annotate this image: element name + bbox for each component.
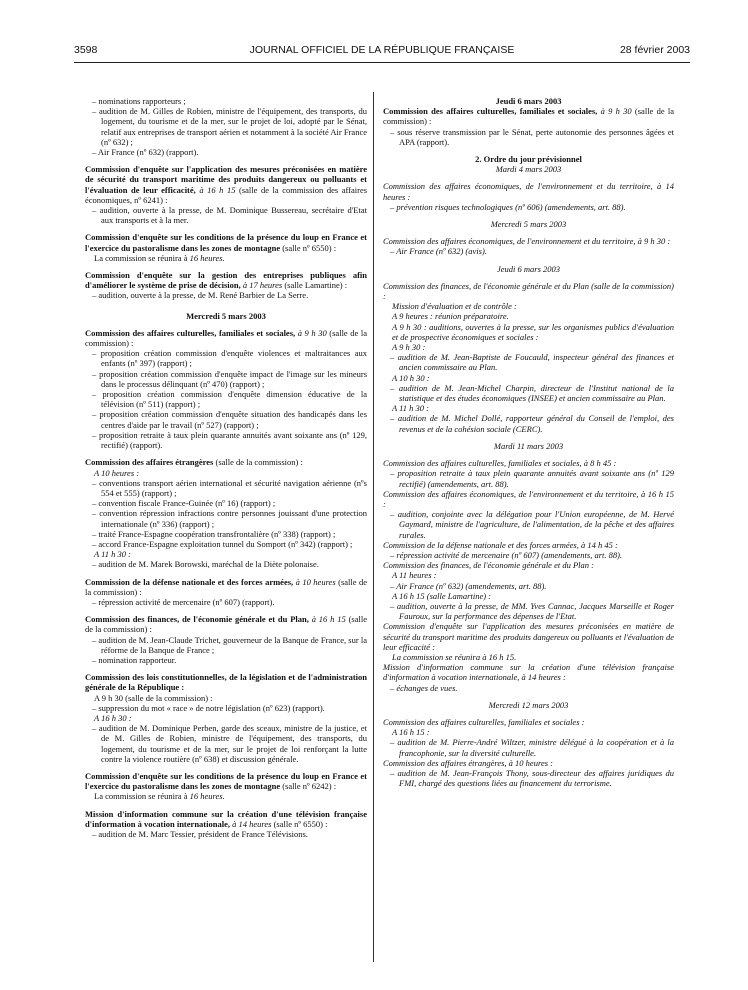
list-item: – audition de M. Jean-François Thony, sous-directeur des affaires juridiques du FMI, chargé des questions liées au financement du terrorisme. [390, 767, 674, 789]
list-item: – sous réserve transmission par le Sénat, perte autonomie des personnes âgées et APA (rapport). [390, 126, 674, 147]
agenda-entry: Mission d'information commune sur la création d'une télévision française d'information à vocation internationale, à 14 heures (salle nº 6550) : [85, 808, 367, 829]
list-item: – proposition retraite à taux plein quarante annuités avant soixante ans (nº 129 rectifié) (amendements, art. 88). [390, 468, 674, 489]
agenda-entry: Commission des affaires culturelles, familiales et sociales, à 9 h 30 (salle de la commission) : [85, 327, 368, 349]
list-item: – traité France-Espagne coopération transfrontalière (nº 338) (rapport) ; [92, 528, 336, 539]
day-heading: Mercredi 5 mars 2003 [490, 219, 567, 230]
list-item: – nomination rapporteur. [92, 654, 177, 665]
page-header [74, 44, 690, 60]
agenda-entry: Commission des affaires économiques, de l'environnement et du territoire, à 16 h 15 : [383, 488, 674, 509]
agenda-entry: Commission des affaires économiques, de l'environnement et du territoire, à 9 h 30 : [383, 236, 671, 247]
list-item: – audition, ouverte à la presse, de M. René Barbier de La Serre. [92, 290, 309, 301]
list-item: – répression activité de mercenaire (nº 607) (amendements, art. 88). [390, 549, 623, 560]
list-item: – audition de M. Dominique Perben, garde des sceaux, ministre de la justice, et de M. Gilles de Robien, ministre de l'équipement, des transports, du logement, du tourisme et de la mer, sur le projet de loi renforçant la lutte contre la violence routière (nº 638) et discussion générale. [92, 723, 367, 764]
time-slot: A 9 h 30 : [392, 342, 426, 353]
time-slot: A 16 h 15 : [392, 727, 430, 738]
day-heading: Jeudi 6 mars 2003 [496, 263, 561, 274]
issue-date: 28 février 2003 [619, 44, 690, 56]
list-item: – audition de M. Marek Borowski, maréchal de la Diète polonaise. [92, 559, 319, 570]
time-slot: A 16 h 30 : [94, 712, 132, 723]
list-item: – audition, ouverte à la presse, de MM. Yves Cannac, Jacques Marseille et Roger Fauroux, sur la performance des dépenses de l'Etat. [390, 600, 674, 622]
list-item: – proposition création commission d'enquête violences et maltraitances aux enfants (nº 397) (rapport) ; [92, 348, 367, 369]
section-heading: 2. Ordre du jour prévisionnel [475, 154, 582, 165]
agenda-entry: Commission des lois constitutionnelles, de la législation et de l'administration générale de la République : [85, 672, 367, 693]
agenda-entry: Commission des affaires étrangères (salle de la commission) : [85, 457, 303, 468]
list-item: – audition de M. Michel Dollé, rapporteur général du Conseil de l'emploi, des revenus et de la cohésion sociale (CERC). [390, 413, 674, 434]
list-item: – Air France (nº 632) (rapport). [92, 147, 199, 158]
agenda-entry: Mission d'évaluation et de contrôle : [392, 301, 517, 312]
list-item: – nominations rapporteurs ; [92, 96, 186, 106]
time-slot: A 11 h 30 : [392, 403, 429, 414]
list-item: – proposition création commission d'enquête impact de l'image sur les mineurs dans le processus délinquant (nº 470) (rapport) ; [92, 368, 367, 389]
time-slot: A 10 h 30 : [392, 372, 430, 383]
agenda-note: La commission se réunira à 16 heures. [94, 791, 225, 802]
agenda-entry: Commission d'enquête sur l'application des mesures préconisées en matière de sécurité du transport maritime des produits dangereux ou polluants et l'évaluation de leur efficacité : [383, 621, 674, 652]
agenda-entry: Commission des finances, de l'économie générale et du Plan (salle de la commission) : [383, 280, 675, 302]
list-item: – audition de M. Jean-Claude Trichet, gouverneur de la Banque de France, sur la réforme de la Banque de France ; [92, 634, 367, 655]
agenda-entry: Commission d'enquête sur l'application des mesures préconisées en matière de sécurité du transport maritime des produits dangereux ou polluants et l'évaluation de leur efficacité, à 16 h 15 (salle de la commission des affaires économiques, nº 6241) : [85, 164, 368, 205]
list-item: – Air France (nº 632) (amendements, art. 88). [390, 580, 547, 591]
time-slot: A 10 heures : [94, 467, 140, 478]
agenda-note: La commission se réunira à 16 heures. [94, 252, 225, 263]
list-item: – audition de M. Gilles de Robien, ministre de l'équipement, des transports, du logement, du tourisme et de la mer, sur le projet de loi, adopté par le Sénat, relatif aux entreprises de transport aérien et notamment à la société Air France (nº 632) ; [92, 106, 367, 147]
list-item: – proposition création commission d'enquête dimension éducative de la télévision (nº 511) (rapport) ; [92, 389, 367, 410]
agenda-entry: Commission des affaires culturelles, familiales et sociales, à 8 h 45 : [383, 458, 617, 469]
list-item: – prévention risques technologiques (nº 606) (amendements, art. 88). [390, 201, 626, 212]
list-item: – conventions transport aérien international et sécurité navigation aérienne (nºs 554 et 555) (rapport) ; [92, 477, 367, 498]
agenda-entry: Commission d'enquête sur la gestion des entreprises publiques afin d'améliorer le système de prise de décision, à 17 heures (salle Lamartine) : [85, 270, 367, 291]
list-item: – convention répression infractions contre personnes jouissant d'une protection internationale (nº 336) (rapport) ; [92, 508, 367, 529]
list-item: – proposition retraite à taux plein quarante annuités avant soixante ans (nº 129, rectifié) (rapport). [92, 429, 367, 451]
journal-title: JOURNAL OFFICIEL DE LA RÉPUBLIQUE FRANÇAISE [249, 44, 515, 56]
list-item: – suppression du mot « race » de notre législation (nº 623) (rapport). [92, 702, 325, 713]
day-heading: Jeudi 6 mars 2003 [495, 96, 562, 106]
list-item: – convention fiscale France-Guinée (nº 16) (rapport) ; [92, 498, 276, 509]
header-rule [74, 62, 690, 63]
list-item: – répression activité de mercenaire (nº 607) (rapport). [92, 596, 275, 607]
list-item: – proposition création commission d'enquête situation des handicapés dans les centres d'aide par le travail (nº 527) (rapport) ; [92, 409, 367, 430]
time-slot: A 16 h 15 (salle Lamartine) : [392, 590, 492, 601]
list-item: – audition de M. Jean-Baptiste de Foucauld, inspecteur général des finances et ancien commissaire au Plan. [390, 352, 674, 373]
list-item: – audition de M. Jean-Michel Charpin, directeur de l'Institut national de la statistique et des études économiques (INSEE) et ancien commissaire au Plan. [390, 382, 674, 404]
list-item: – Air France (nº 632) (avis). [390, 246, 487, 257]
list-item: – audition de M. Pierre-André Wiltzer, ministre délégué à la coopération et à la francophonie, sur la diversité culturelle. [390, 737, 674, 758]
agenda-entry: Mission d'information commune sur la création d'une télévision française d'information à vocation internationale, à 14 heures : [383, 662, 674, 683]
agenda-entry: Commission d'enquête sur les conditions de la présence du loup en France et l'exercice du pastoralisme dans les zones de montagne (salle nº 6550) : [85, 232, 367, 253]
agenda-entry: Commission de la défense nationale et des forces armées, à 10 heures (salle de la commission) : [85, 576, 368, 597]
agenda-entry: Commission de la défense nationale et des forces armées, à 14 h 45 : [383, 539, 618, 550]
time-slot: A 9 h 30 (salle de la commission) : [94, 692, 213, 703]
list-item: – audition de M. Marc Tessier, président de France Télévisions. [92, 829, 308, 839]
day-heading: Mardi 11 mars 2003 [493, 440, 564, 451]
column-divider [373, 92, 374, 962]
agenda-entry: Commission des affaires culturelles, familiales et sociales : [383, 716, 585, 727]
list-item: – audition, ouverte à la presse, de M. Dominique Bussereau, secrétaire d'Etat aux transports et à la mer. [92, 205, 367, 226]
agenda-note: A 9 heures : réunion préparatoire. [392, 311, 509, 322]
agenda-entry: Commission des affaires étrangères, à 10 heures : [383, 757, 553, 768]
agenda-entry: Commission des affaires économiques, de l'environnement et du territoire, à 14 heures : [383, 181, 674, 202]
agenda-entry: Commission des finances, de l'économie générale et du Plan : [383, 560, 594, 571]
left-column [85, 96, 367, 839]
time-slot: A 11 h 30 : [94, 549, 131, 560]
time-slot: A 11 heures : [392, 570, 437, 581]
day-heading: Mercredi 5 mars 2003 [186, 310, 266, 321]
agenda-entry: Commission des affaires culturelles, familiales et sociales, à 9 h 30 (salle de la commission) : [383, 106, 675, 127]
page-number: 3598 [74, 44, 98, 56]
agenda-note: A 9 h 30 : auditions, ouvertes à la presse, sur les organismes publics d'évaluation et de prospective économiques et sociales : [392, 321, 674, 342]
agenda-note: La commission se réunira à 16 h 15. [392, 651, 517, 662]
list-item: – audition, conjointe avec la délégation pour l'Union européenne, de M. Hervé Gaymard, ministre de l'agriculture, de l'alimentation, de la pêche et des affaires rurales. [390, 509, 674, 540]
agenda-entry: Commission d'enquête sur les conditions de la présence du loup en France et l'exercice du pastoralisme dans les zones de montagne (salle nº 6242) : [85, 770, 367, 792]
list-item: – échanges de vues. [390, 682, 458, 693]
list-item: – accord France-Espagne exploitation tunnel du Somport (nº 342) (rapport) ; [92, 538, 353, 549]
right-column [383, 96, 674, 788]
day-heading: Mercredi 12 mars 2003 [488, 699, 569, 710]
day-heading: Mardi 4 mars 2003 [495, 164, 562, 175]
agenda-entry: Commission des finances, de l'économie générale et du Plan, à 16 h 15 (salle de la commission) : [85, 614, 368, 635]
